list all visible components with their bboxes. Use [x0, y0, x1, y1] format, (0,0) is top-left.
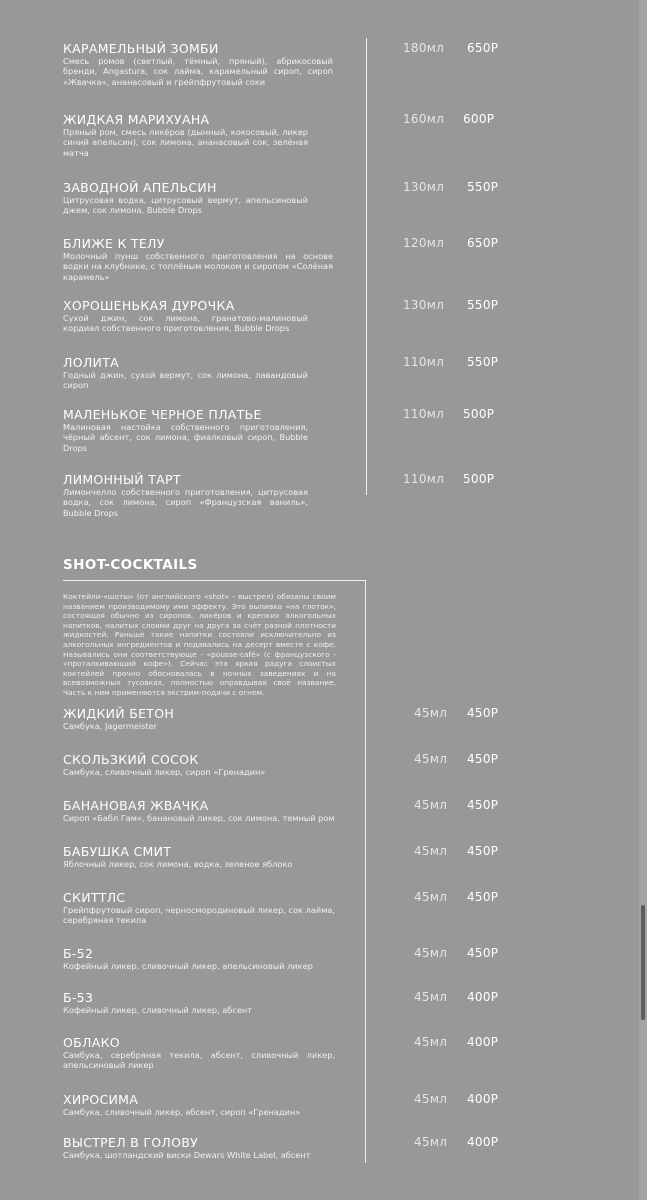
- item-volume: 45мл: [414, 890, 448, 904]
- item-description: Сироп «Бабл Гам», банановый ликер, сок лимона, темный ром: [63, 813, 335, 823]
- item-description: Самбука, сливочный ликер, сироп «Гренадин»: [63, 767, 266, 777]
- item-name: Б-53: [63, 990, 94, 1005]
- item-price: 400Р: [467, 1135, 499, 1149]
- shots-divider: [365, 580, 366, 1163]
- item-name: ЛОЛИТА: [63, 355, 119, 370]
- item-description: Самбука, сливочный ликер, абсент, сироп «Гренадин»: [63, 1107, 301, 1117]
- item-description: Пряный ром, смесь ликёров (дынный, кокосовый, ликер синий апельсин), сок лимона, ананасовый сок, зелёная матча: [63, 127, 308, 158]
- item-description: Самбука, Jagermeister: [63, 721, 158, 731]
- menu-item: [63, 112, 353, 158]
- item-name: ЖИДКИЙ БЕТОН: [63, 706, 175, 721]
- item-name: ЗАВОДНОЙ АПЕЛЬСИН: [63, 180, 217, 195]
- item-name: МАЛЕНЬКОЕ ЧЕРНОЕ ПЛАТЬЕ: [63, 407, 262, 422]
- item-volume: 45мл: [414, 1092, 448, 1106]
- item-name: ЖИДКАЯ МАРИХУАНА: [63, 112, 210, 127]
- item-description: Сухой джин, сок лимона, гранатово-малиновый кордиал собственного приготовления, Bubble Drops: [63, 313, 308, 334]
- item-description: Молочный пунш собственного приготовления на основе водки на клубнике, с топлёным молоком и сиропом «Солёная карамель»: [63, 251, 333, 282]
- item-volume: 110мл: [403, 407, 445, 421]
- item-name: КАРАМЕЛЬНЫЙ ЗОМБИ: [63, 41, 219, 56]
- menu-item: [63, 1035, 353, 1071]
- menu-item: [63, 752, 353, 777]
- menu-item: [63, 472, 353, 518]
- item-volume: 45мл: [414, 706, 448, 720]
- item-price: 450Р: [467, 706, 499, 720]
- item-name: ВЫСТРЕЛ В ГОЛОВУ: [63, 1135, 199, 1150]
- item-name: ОБЛАКО: [63, 1035, 120, 1050]
- item-volume: 45мл: [414, 752, 448, 766]
- item-description: Самбука, серебряная текила, абсент, сливочный ликер, апельсиновый ликер: [63, 1050, 335, 1071]
- menu-item: [63, 298, 353, 334]
- section-intro: Коктейли-«шоты» (от английского «shot» - выстрел) обязаны своим названием производимому ими эффекту. Это выпивка «на глоток», состоящая обычно из сиропов, ликёров и крепких алкогольных напитков, налитых слоями друг на друга за счёт разной плотности жидкостей. Раньше такие напитки состояли исключительно из алкогольных ингредиентов и подавались на десерт вместе с кофе. Назывались они соответствующе - «pousse-café» (с французского - «проталкивающий кофе»). Сейчас эта яркая радуга слоистых коктейлей прочно обосновалась в ночных заведениях и на всевозможных тусовках, полностью оправдывая своё название. Часть к ним применяются экстрим-подачи с огнем.: [63, 592, 336, 697]
- item-name: БАБУШКА СМИТ: [63, 844, 172, 859]
- menu-item: [63, 355, 353, 391]
- item-description: Грейпфрутовый сироп, черносмородиновый ликер, сок лайма, серебряная текила: [63, 905, 335, 926]
- item-price: 650Р: [467, 236, 499, 250]
- menu-item: [63, 180, 353, 216]
- item-volume: 130мл: [403, 298, 445, 312]
- item-volume: 45мл: [414, 798, 448, 812]
- item-description: Самбука, шотландский виски Dewars White Label, абсент: [63, 1150, 311, 1160]
- item-price: 550Р: [467, 355, 499, 369]
- item-price: 450Р: [467, 946, 499, 960]
- scrollbar-thumb[interactable]: [641, 905, 645, 1020]
- item-volume: 45мл: [414, 1135, 448, 1149]
- item-name: БЛИЖЕ К ТЕЛУ: [63, 236, 165, 251]
- item-volume: 130мл: [403, 180, 445, 194]
- item-volume: 45мл: [414, 844, 448, 858]
- item-volume: 120мл: [403, 236, 445, 250]
- item-price: 400Р: [467, 990, 499, 1004]
- section-title: SHOT-COCKTAILS: [63, 557, 198, 573]
- item-volume: 160мл: [403, 112, 445, 126]
- item-price: 550Р: [467, 298, 499, 312]
- menu-item: [63, 798, 353, 823]
- item-name: СКОЛЬЗКИЙ СОСОК: [63, 752, 199, 767]
- item-volume: 45мл: [414, 1035, 448, 1049]
- item-name: БАНАНОВАЯ ЖВАЧКА: [63, 798, 209, 813]
- menu-item: [63, 990, 353, 1015]
- item-name: ХИРОСИМА: [63, 1092, 139, 1107]
- item-price: 550Р: [467, 180, 499, 194]
- item-price: 450Р: [467, 798, 499, 812]
- menu-item: [63, 41, 353, 87]
- item-description: Годный джин, сухой вермут, сок лимона, лавандовый сироп: [63, 370, 308, 391]
- item-description: Лимончелло собственного приготовления, цитрусовая водка, сок лимона, сироп «Французская ваниль», Bubble Drops: [63, 487, 308, 518]
- item-volume: 110мл: [403, 472, 445, 486]
- item-name: ЛИМОННЫЙ ТАРТ: [63, 472, 181, 487]
- scrollbar-track[interactable]: [639, 0, 647, 1200]
- section-divider: [63, 580, 366, 581]
- menu-item: [63, 1092, 353, 1117]
- menu-item: [63, 890, 353, 926]
- item-description: Смесь ромов (светлый, тёмный, пряный), абрикосовый бренди, Angastura, сок лайма, карамельный сироп, сироп «Жвачка», ананасовый и грейпфрутовый соки: [63, 56, 333, 87]
- menu-item: [63, 706, 353, 731]
- item-description: Цитрусовая водка, цитрусовый вермут, апельсиновый джем, сок лимона, Bubble Drops: [63, 195, 308, 216]
- menu-item: [63, 407, 353, 453]
- item-price: 500Р: [463, 472, 495, 486]
- item-volume: 180мл: [403, 41, 445, 55]
- menu-item: [63, 1135, 353, 1160]
- item-price: 400Р: [467, 1092, 499, 1106]
- item-description: Кофейный ликер, сливочный ликер, абсент: [63, 1005, 252, 1015]
- item-volume: 45мл: [414, 946, 448, 960]
- item-price: 600Р: [463, 112, 495, 126]
- menu-item: [63, 236, 353, 282]
- item-description: Кофейный ликер, сливочный ликер, апельсиновый ликер: [63, 961, 313, 971]
- item-price: 400Р: [467, 1035, 499, 1049]
- item-volume: 45мл: [414, 990, 448, 1004]
- item-price: 500Р: [463, 407, 495, 421]
- item-name: ХОРОШЕНЬКАЯ ДУРОЧКА: [63, 298, 235, 313]
- item-price: 650Р: [467, 41, 499, 55]
- cocktails-divider: [366, 38, 367, 495]
- item-price: 450Р: [467, 890, 499, 904]
- item-price: 450Р: [467, 844, 499, 858]
- item-name: Б-52: [63, 946, 94, 961]
- menu-item: [63, 844, 353, 869]
- item-price: 450Р: [467, 752, 499, 766]
- item-volume: 110мл: [403, 355, 445, 369]
- item-description: Малиновая настойка собственного приготовления, чёрный абсент, сок лимона, фиалковый сироп, Bubble Drops: [63, 422, 308, 453]
- item-description: Яблочный ликер, сок лимона, водка, зеленое яблоко: [63, 859, 293, 869]
- menu-item: [63, 946, 353, 971]
- item-name: СКИТТЛС: [63, 890, 126, 905]
